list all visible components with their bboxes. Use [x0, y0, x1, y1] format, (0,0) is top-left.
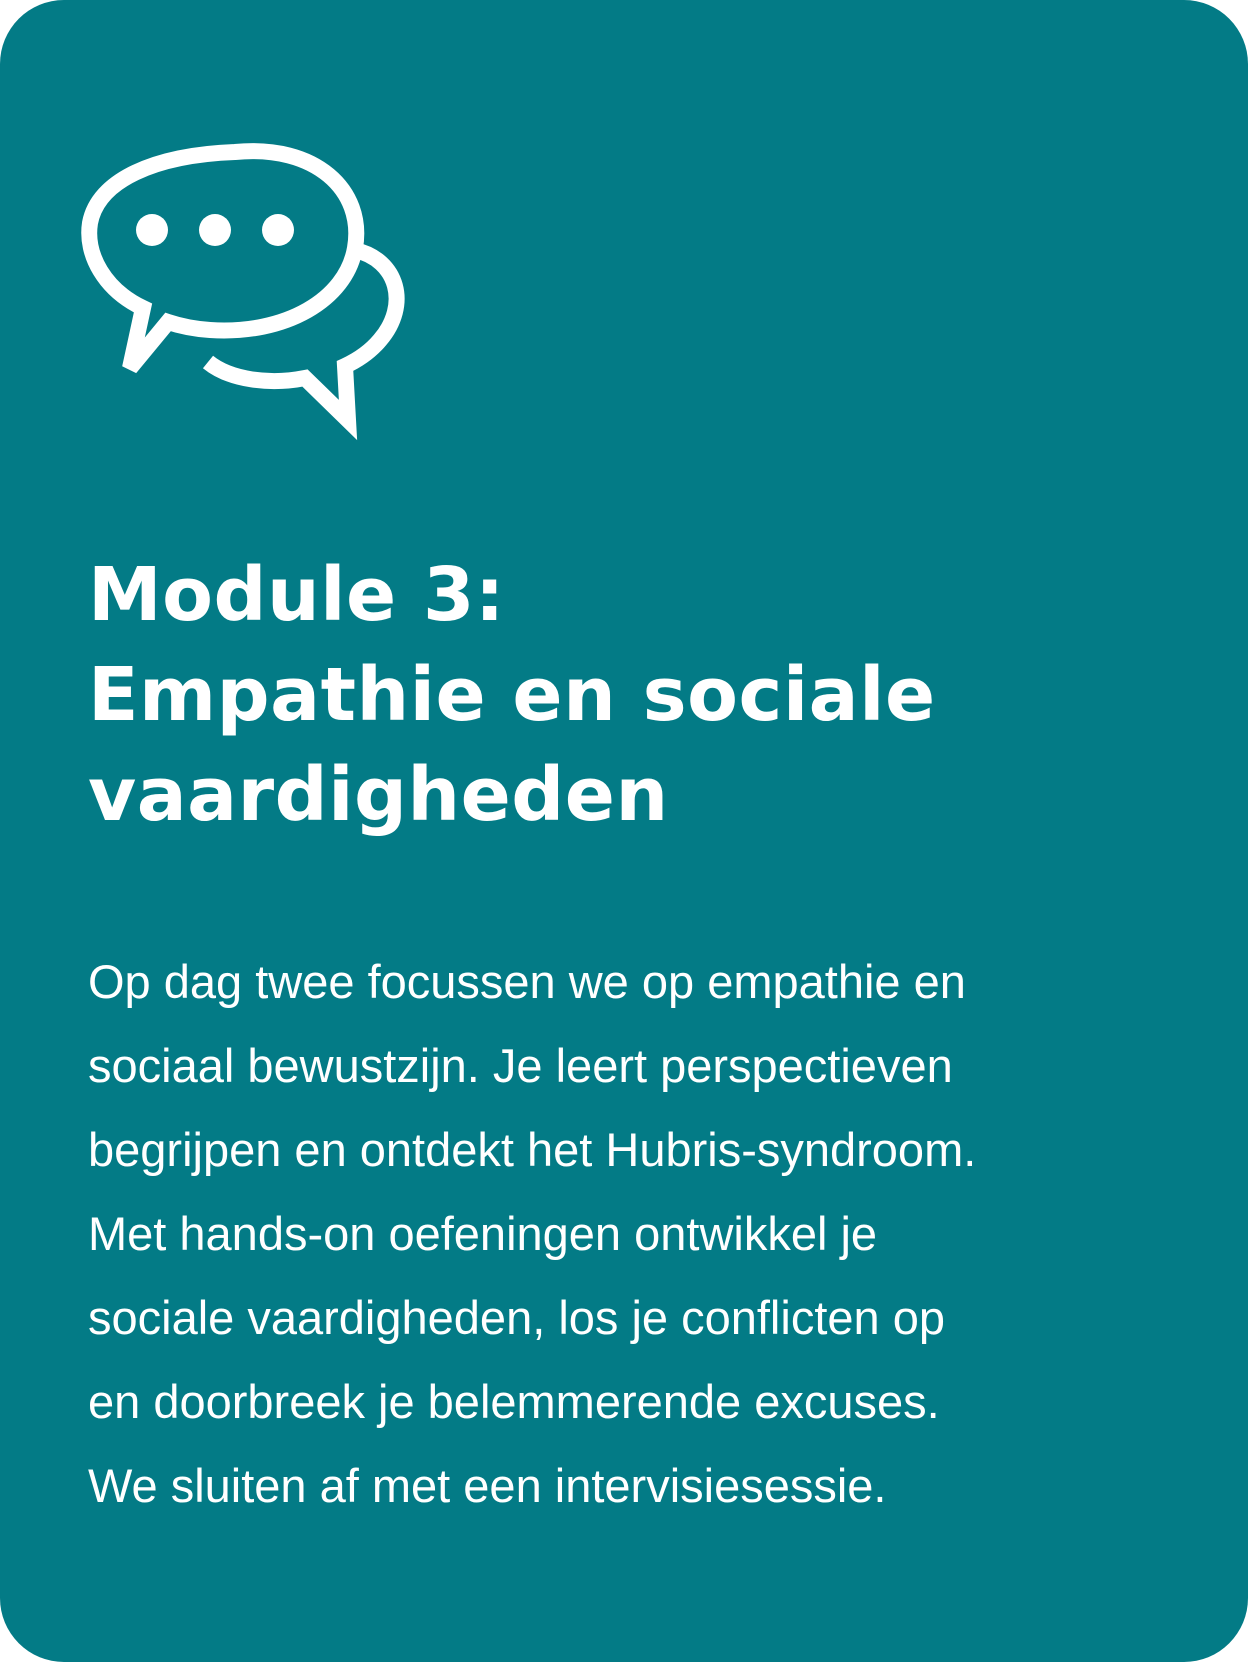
- title-line: Empathie en sociale: [88, 652, 936, 738]
- description-line: en doorbreek je belemmerende excuses.: [88, 1375, 940, 1428]
- description-line: sociale vaardigheden, los je conflicten op: [88, 1291, 945, 1344]
- title-line: vaardigheden: [88, 752, 669, 838]
- description-line: Op dag twee focussen we op empathie en: [88, 955, 966, 1008]
- module-title: [88, 545, 1168, 845]
- description-line: sociaal bewustzijn. Je leert perspectieven: [88, 1039, 953, 1092]
- description-line: begrijpen en ontdekt het Hubris-syndroom.: [88, 1123, 977, 1176]
- title-line: Module 3:: [88, 552, 506, 638]
- description-line: Met hands-on oefeningen ontwikkel je: [88, 1207, 878, 1260]
- speech-bubbles-icon: [80, 130, 420, 450]
- module-description: [88, 940, 1208, 1528]
- description-line: We sluiten af met een intervisiesessie.: [88, 1459, 887, 1512]
